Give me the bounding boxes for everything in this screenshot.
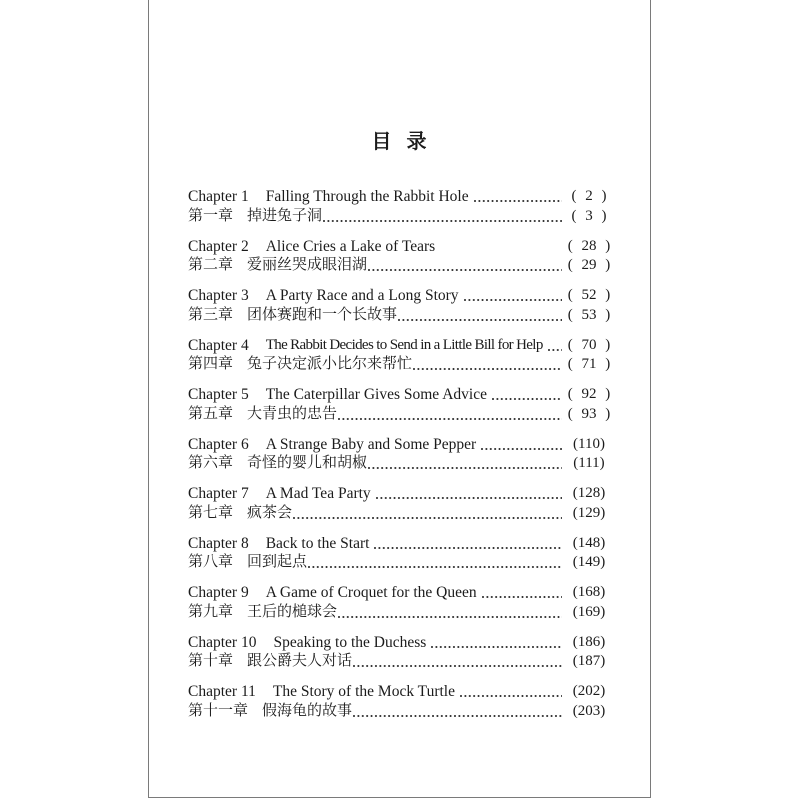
- toc-entry-1: [188, 187, 612, 226]
- chapter-title: A Party Race and a Long Story: [265, 287, 459, 304]
- toc-line-zh: [188, 652, 612, 672]
- toc-line-zh: [188, 603, 612, 623]
- toc-entry-7: [188, 484, 612, 523]
- toc-line-zh: [188, 355, 612, 375]
- chapter-title: A Game of Croquet for the Queen: [265, 584, 477, 601]
- chapter-title: 掉进兔子洞: [247, 207, 323, 224]
- dot-leader: [368, 269, 562, 271]
- page-number: (169): [572, 603, 606, 620]
- toc-line-en: [188, 583, 612, 603]
- chapter-title: Speaking to the Duchess: [273, 633, 427, 651]
- page-number: (149): [572, 554, 606, 570]
- table-of-contents: [188, 187, 612, 732]
- toc-entry-9: [188, 583, 612, 622]
- chapter-label: Chapter 10: [188, 633, 257, 651]
- chapter-label: Chapter 4: [188, 336, 249, 354]
- chapter-label: 第七章: [188, 504, 234, 521]
- page-number: (202): [572, 683, 606, 699]
- chapter-title: 假海龟的故事: [262, 702, 353, 719]
- toc-line-en: [188, 336, 612, 356]
- dot-leader: [460, 695, 562, 697]
- page-number: (110): [573, 435, 605, 452]
- toc-line-en: [188, 682, 612, 702]
- chapter-title: Falling Through the Rabbit Hole: [265, 188, 469, 205]
- dot-leader: [353, 665, 562, 667]
- chapter-label: 第三章: [188, 306, 234, 323]
- dot-leader: [492, 398, 562, 400]
- chapter-label: 第六章: [188, 455, 234, 471]
- page-number: (168): [572, 584, 606, 600]
- toc-line-en: [188, 633, 612, 653]
- toc-line-en: [188, 187, 612, 207]
- toc-line-zh: [188, 454, 612, 474]
- toc-line-zh: [188, 553, 612, 573]
- chapter-label: 第四章: [188, 356, 234, 372]
- toc-line-en: [188, 385, 612, 405]
- dot-leader: [474, 200, 562, 202]
- toc-line-zh: [188, 405, 612, 425]
- toc-line-en: [188, 484, 612, 504]
- chapter-title: 大青虫的忠告: [247, 405, 338, 422]
- chapter-label: 第二章: [188, 257, 234, 273]
- dot-leader: [376, 497, 562, 499]
- dot-leader: [398, 319, 562, 321]
- chapter-title: 回到起点: [247, 554, 308, 570]
- toc-entry-3: [188, 286, 612, 325]
- toc-line-zh: [188, 306, 612, 326]
- toc-line-en: [188, 435, 612, 455]
- page-number: ( 3 ): [571, 207, 607, 224]
- chapter-label: 第一章: [188, 207, 234, 224]
- chapter-label: Chapter 8: [188, 534, 249, 552]
- chapter-label: Chapter 3: [188, 287, 249, 304]
- chapter-title: 奇怪的婴儿和胡椒: [247, 455, 368, 471]
- page-number: ( 93 ): [567, 405, 611, 422]
- toc-entry-8: [188, 534, 612, 573]
- chapter-title: 跟公爵夫人对话: [247, 653, 353, 669]
- chapter-label: Chapter 6: [188, 435, 249, 453]
- page-number: (111): [573, 455, 605, 471]
- page-title: 目 录: [371, 129, 427, 153]
- chapter-label: Chapter 2: [188, 237, 249, 255]
- chapter-title: A Strange Baby and Some Pepper: [265, 435, 477, 453]
- chapter-title: The Story of the Mock Turtle: [272, 683, 455, 700]
- dot-leader: [293, 517, 562, 519]
- chapter-title: The Rabbit Decides to Send in a Little Bill for Help: [265, 336, 543, 353]
- toc-line-en: [188, 286, 612, 306]
- chapter-title: Back to the Start: [265, 534, 370, 552]
- dot-leader: [308, 566, 562, 568]
- dot-leader: [368, 467, 562, 469]
- dot-leader: [482, 596, 562, 598]
- dot-leader: [431, 646, 562, 648]
- chapter-title: The Caterpillar Gives Some Advice: [265, 386, 487, 403]
- toc-line-en: [188, 237, 612, 257]
- dot-leader: [323, 220, 562, 222]
- page-number: ( 2 ): [571, 188, 607, 204]
- page-number: ( 71 ): [567, 356, 611, 372]
- toc-entry-11: [188, 682, 612, 721]
- page-number: (186): [572, 633, 606, 650]
- toc-entry-6: [188, 435, 612, 474]
- chapter-label: Chapter 9: [188, 584, 249, 601]
- toc-entry-4: [188, 336, 612, 375]
- chapter-label: Chapter 5: [188, 386, 249, 403]
- chapter-label: Chapter 11: [188, 683, 256, 700]
- chapter-title: 爱丽丝哭成眼泪湖: [247, 257, 368, 273]
- toc-entry-2: [188, 237, 612, 276]
- dot-leader: [353, 715, 562, 717]
- chapter-label: 第八章: [188, 554, 234, 570]
- page-number: ( 92 ): [567, 386, 611, 402]
- page-number: ( 52 ): [567, 287, 611, 303]
- dot-leader: [481, 448, 562, 450]
- toc-entry-5: [188, 385, 612, 424]
- dot-leader: [548, 349, 562, 351]
- page-number: (148): [572, 534, 606, 551]
- chapter-title: 兔子决定派小比尔来帮忙: [247, 356, 413, 372]
- chapter-title: 疯茶会: [247, 504, 293, 521]
- page-number: ( 29 ): [567, 257, 611, 273]
- page-number: ( 70 ): [567, 336, 611, 353]
- chapter-title: 团体赛跑和一个长故事: [247, 306, 398, 323]
- page-number: (203): [572, 702, 606, 719]
- page-number: ( 28 ): [567, 237, 611, 254]
- dot-leader: [374, 547, 562, 549]
- chapter-label: Chapter 1: [188, 188, 249, 205]
- toc-entry-10: [188, 633, 612, 672]
- chapter-label: 第五章: [188, 405, 234, 422]
- dot-leader: [413, 368, 562, 370]
- chapter-title: Alice Cries a Lake of Tears: [265, 237, 436, 255]
- chapter-title: 王后的槌球会: [247, 603, 338, 620]
- chapter-label: 第九章: [188, 603, 234, 620]
- dot-leader: [338, 616, 562, 618]
- page-number: (128): [572, 485, 606, 501]
- chapter-label: 第十一章: [188, 702, 249, 719]
- toc-line-zh: [188, 207, 612, 227]
- toc-line-zh: [188, 702, 612, 722]
- chapter-title: A Mad Tea Party: [265, 485, 371, 502]
- dot-leader: [338, 418, 562, 420]
- dot-leader: [464, 299, 562, 301]
- toc-line-zh: [188, 256, 612, 276]
- page-number: (187): [572, 653, 606, 669]
- chapter-label: 第十章: [188, 653, 234, 669]
- toc-line-zh: [188, 504, 612, 524]
- toc-line-en: [188, 534, 612, 554]
- page-number: (129): [572, 504, 606, 521]
- page-number: ( 53 ): [567, 306, 611, 323]
- chapter-label: Chapter 7: [188, 485, 249, 502]
- dot-leader: [440, 250, 562, 252]
